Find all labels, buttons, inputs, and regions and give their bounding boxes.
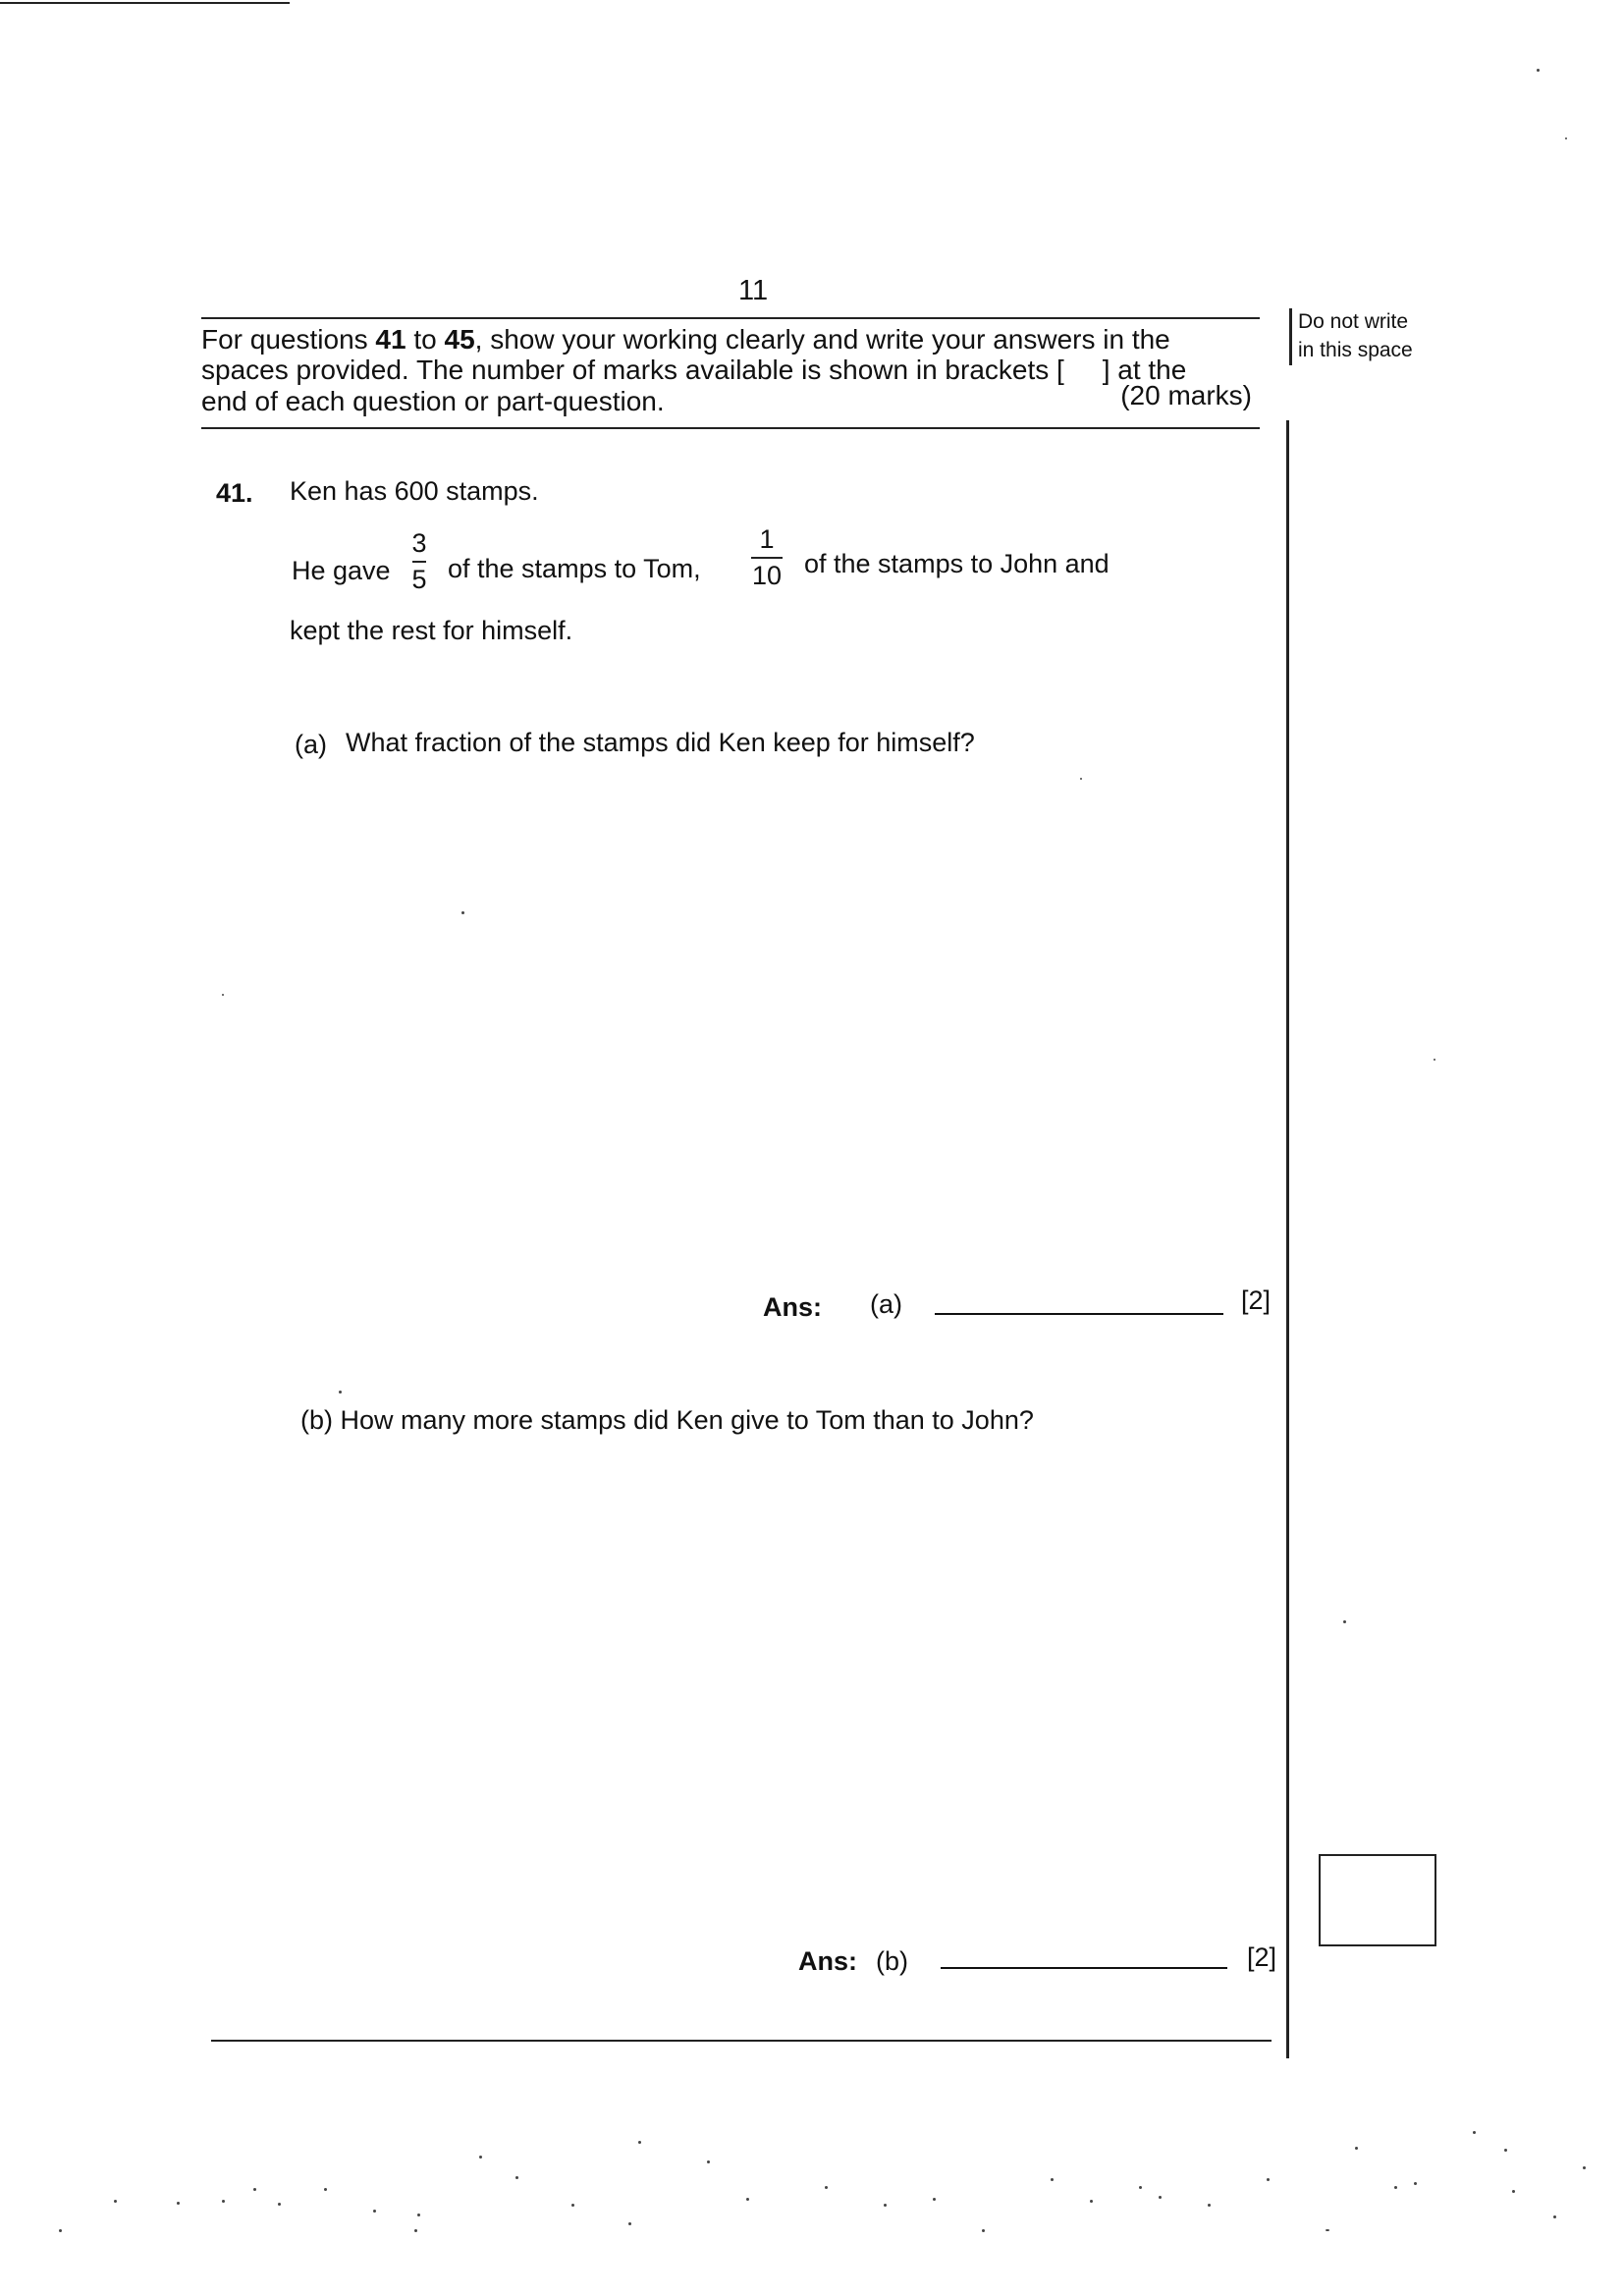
fraction-bar: [412, 561, 426, 563]
scan-speck: [884, 2204, 887, 2207]
scan-speck: [1473, 2131, 1476, 2134]
scan-speck: [638, 2141, 641, 2144]
question-stem-1: Ken has 600 stamps.: [290, 476, 539, 506]
fraction-numerator: 1: [759, 524, 775, 554]
answer-b-blank[interactable]: [941, 1967, 1227, 1969]
scan-speck: [933, 2198, 936, 2201]
scan-speck: [1208, 2204, 1211, 2207]
question-range-end: 45: [444, 324, 475, 355]
fraction-denominator: 5: [411, 565, 427, 594]
scan-speck: [1355, 2147, 1358, 2150]
scan-speck: [417, 2214, 420, 2216]
scan-speck: [707, 2160, 710, 2163]
scan-speck: [461, 911, 464, 914]
scan-speck: [1583, 2166, 1586, 2169]
scan-speck: [59, 2229, 62, 2232]
question-stem-2-post: of the stamps to John and: [804, 549, 1110, 578]
scan-speck: [177, 2202, 180, 2205]
fraction-three-fifths: [406, 530, 432, 593]
margin-note: [1298, 307, 1413, 365]
scan-speck: [414, 2229, 417, 2232]
scan-speck: [825, 2186, 828, 2189]
answer-a-blank[interactable]: [935, 1313, 1223, 1315]
scan-speck: [1090, 2200, 1093, 2203]
question-range-start: 41: [375, 324, 406, 355]
scan-speck: [222, 2200, 225, 2203]
fraction-numerator: 3: [411, 528, 427, 558]
scan-speck: [1080, 778, 1082, 780]
instructions-top-rule: [201, 317, 1260, 319]
question-stem-2-mid: of the stamps to Tom,: [448, 554, 701, 583]
scan-speck: [1512, 2190, 1515, 2193]
instructions-text: to: [406, 324, 445, 355]
instructions-line-3: [201, 379, 1260, 416]
scan-speck: [1414, 2182, 1417, 2185]
instructions-text: end of each question or part-question.: [201, 385, 665, 416]
scan-speck: [1139, 2186, 1142, 2189]
margin-note-line-1: Do not write: [1298, 310, 1409, 333]
margin-divider-top: [1289, 308, 1292, 365]
total-marks: (20 marks): [1120, 379, 1252, 410]
instructions-bottom-rule: [201, 427, 1260, 429]
scan-speck: [628, 2222, 631, 2225]
scan-speck: [222, 994, 224, 996]
question-stem-3: kept the rest for himself.: [290, 616, 573, 645]
scan-speck: [1394, 2186, 1397, 2189]
scan-speck: [1326, 2229, 1329, 2231]
scan-speck: [373, 2210, 376, 2213]
margin-divider: [1286, 420, 1289, 2058]
scan-speck: [278, 2203, 281, 2206]
instructions-line-2: spaces provided. The number of marks available is shown in brackets [ ] at the: [201, 355, 1187, 386]
page-number: 11: [738, 275, 769, 306]
fraction-denominator: 10: [751, 561, 783, 590]
scan-speck: [1434, 1059, 1435, 1061]
answer-b-part: (b): [876, 1946, 908, 1976]
fraction-bar: [751, 557, 783, 559]
part-a-question: What fraction of the stamps did Ken keep for himself?: [346, 728, 975, 757]
margin-note-line-2: in this space: [1298, 339, 1413, 362]
scan-speck: [982, 2229, 985, 2232]
scan-speck: [324, 2188, 327, 2191]
instructions-text: , show your working clearly and write your answers in the: [474, 324, 1170, 355]
answer-a-part: (a): [870, 1289, 902, 1319]
answer-b-label: Ans:: [798, 1946, 857, 1976]
scan-speck: [1504, 2149, 1507, 2152]
marks-box[interactable]: [1319, 1854, 1436, 1946]
scan-speck: [746, 2198, 749, 2201]
scan-speck: [1565, 137, 1567, 139]
scan-speck: [1343, 1620, 1346, 1623]
instructions-line-1: [201, 324, 1260, 355]
scan-speck: [515, 2176, 518, 2179]
question-stem-2-pre: He gave: [292, 556, 391, 585]
scan-speck: [253, 2188, 256, 2191]
answer-a-marks: [2]: [1241, 1285, 1272, 1315]
scan-speck: [479, 2156, 482, 2159]
top-edge-line: [0, 2, 290, 4]
answer-a-label: Ans:: [763, 1292, 822, 1322]
instructions: [201, 324, 1260, 416]
scan-speck: [339, 1391, 342, 1394]
fraction-one-tenth: [748, 526, 785, 589]
bottom-rule: [211, 2040, 1272, 2042]
scan-speck: [1537, 69, 1540, 72]
scan-speck: [114, 2200, 117, 2203]
scan-speck: [1267, 2178, 1270, 2181]
scan-speck: [571, 2204, 574, 2207]
answer-b-marks: [2]: [1247, 1942, 1277, 1972]
scan-speck: [1553, 2215, 1556, 2218]
scan-speck: [1159, 2196, 1162, 2199]
instructions-text: For questions: [201, 324, 376, 355]
part-b-question: (b) How many more stamps did Ken give to Tom than to John?: [300, 1405, 1034, 1435]
question-number: 41.: [216, 478, 253, 508]
part-a-label: (a): [295, 730, 327, 759]
scan-speck: [1051, 2178, 1054, 2181]
